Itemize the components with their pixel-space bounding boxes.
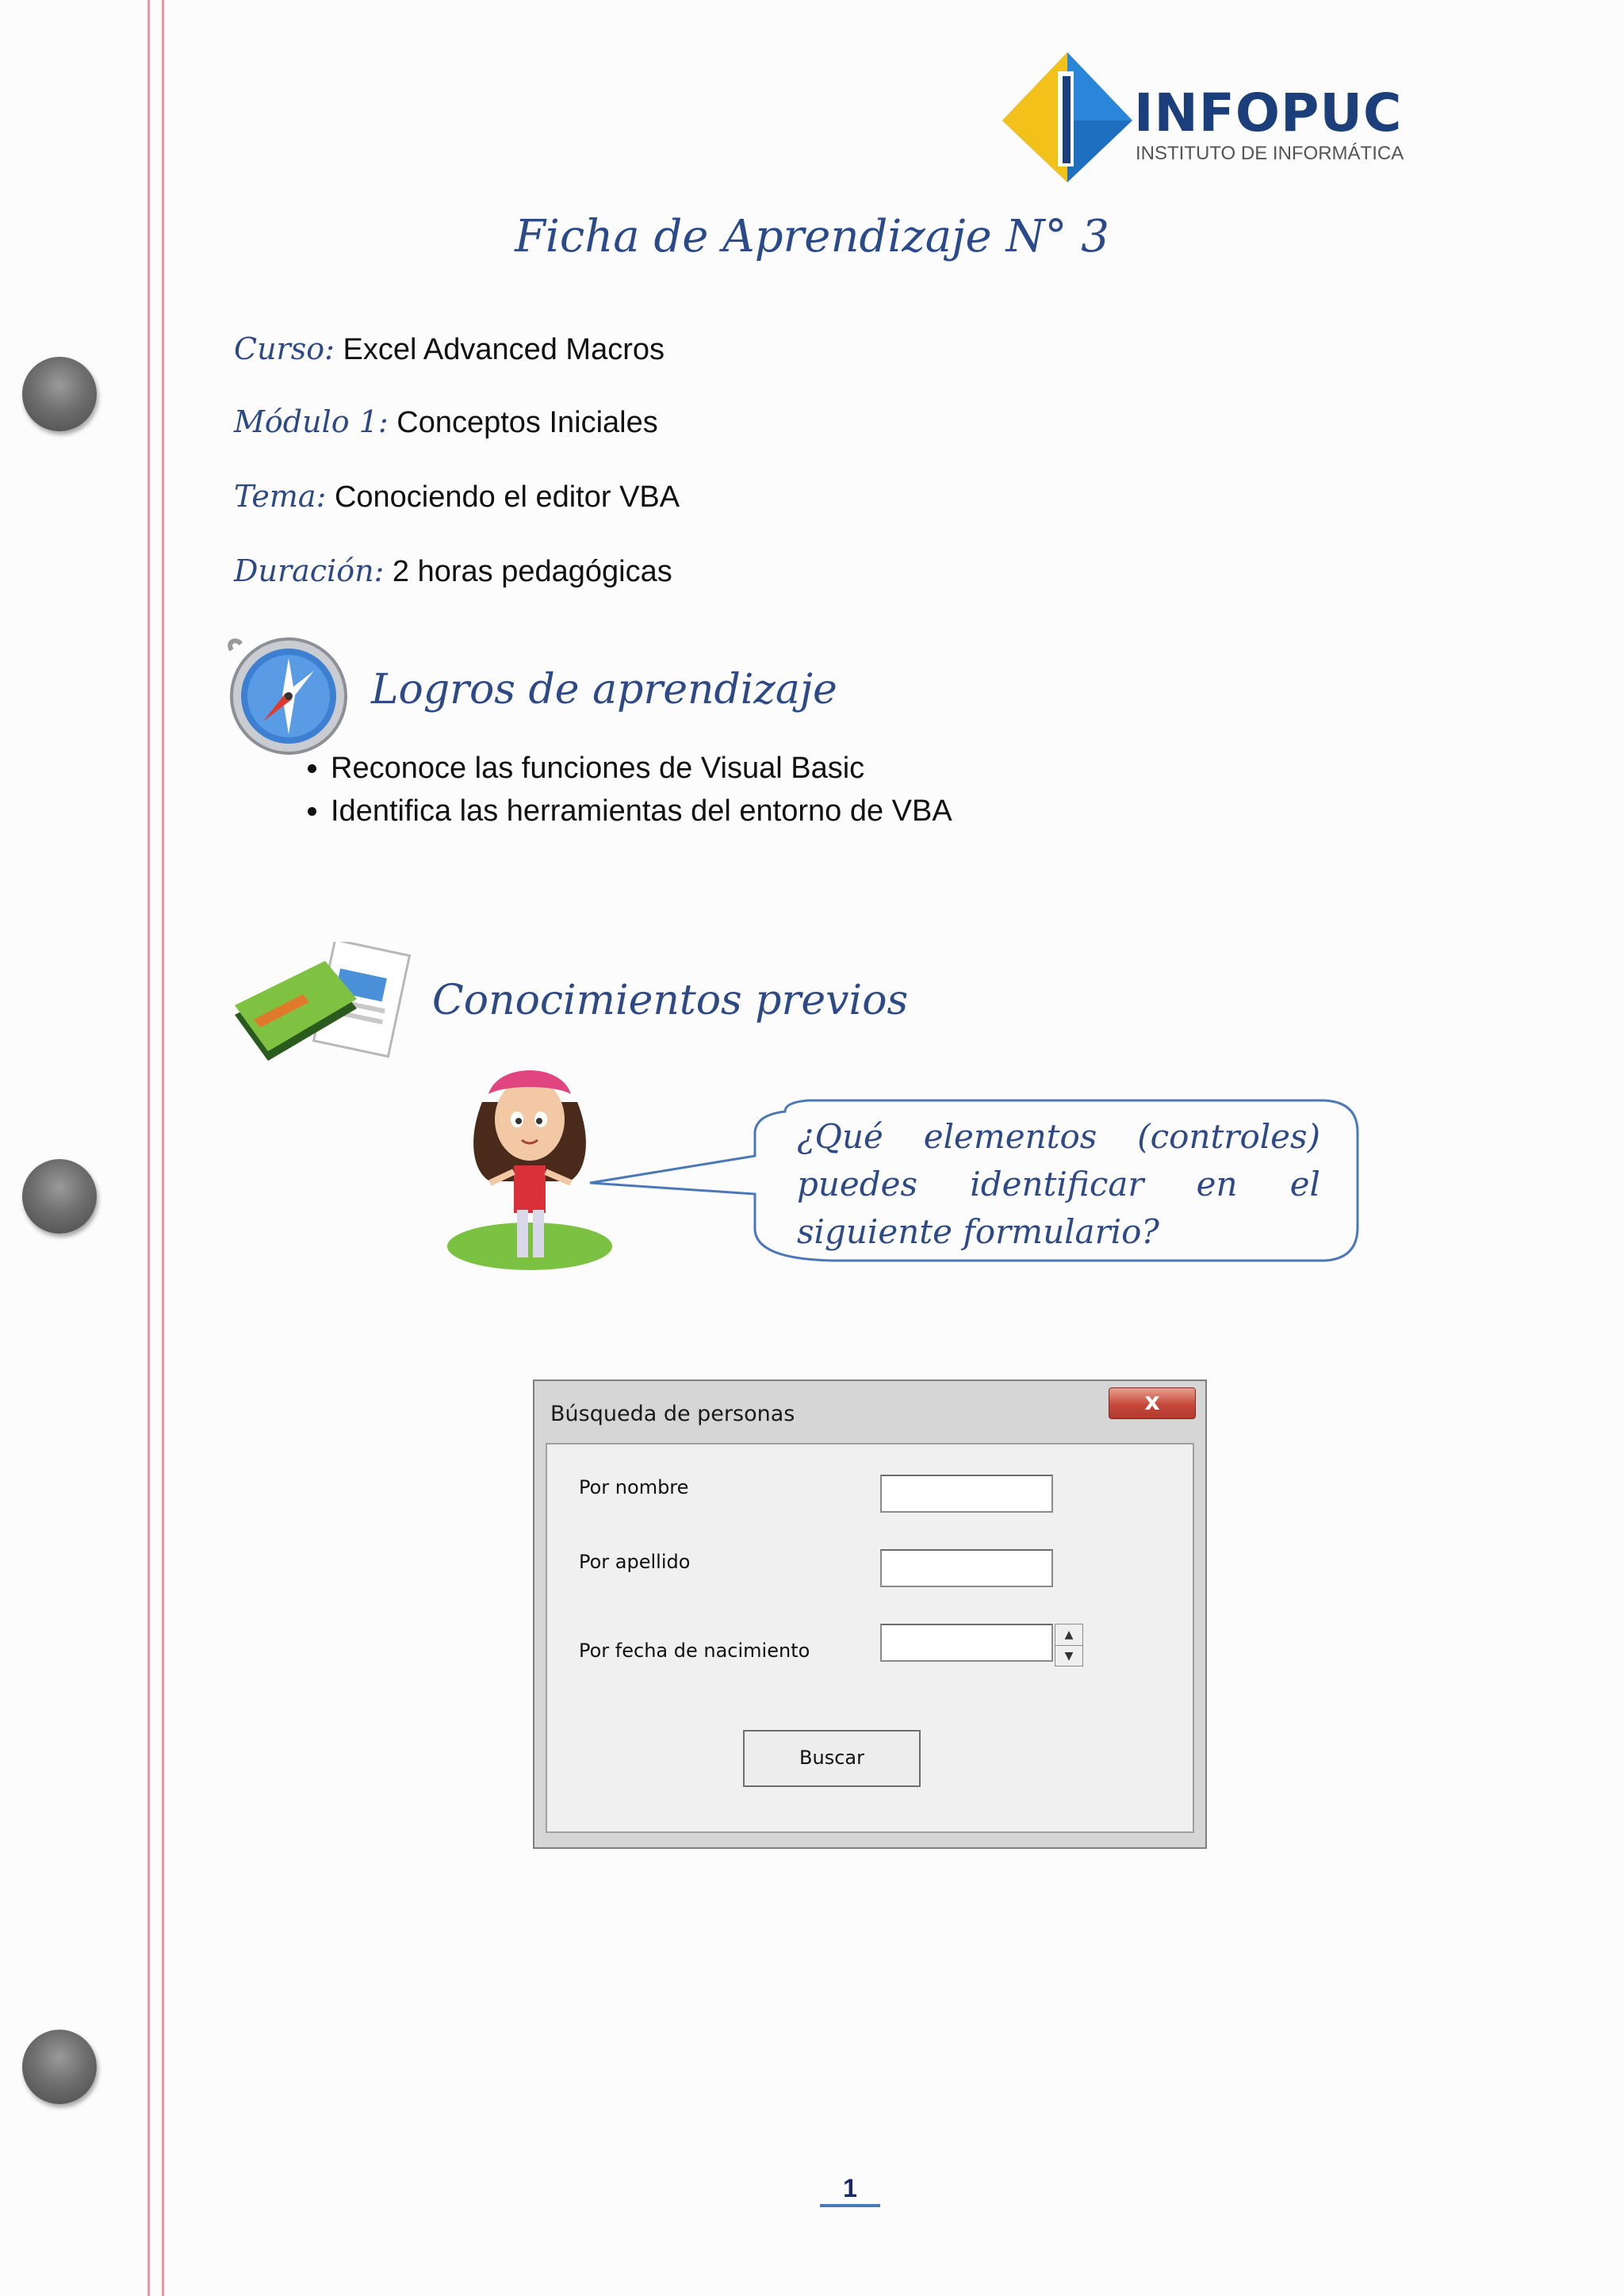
info-curso: [234, 331, 665, 367]
logros-item: • Identifica las herramientas del entorno de VBA: [331, 796, 952, 828]
busqueda-dialog: [533, 1380, 1207, 1849]
question-word: elementos: [923, 1117, 1097, 1156]
nombre-input[interactable]: [880, 1475, 1053, 1513]
fecha-spinner[interactable]: [1055, 1624, 1083, 1667]
question-word: en: [1196, 1165, 1238, 1203]
fecha-input[interactable]: [880, 1624, 1053, 1662]
apellido-input[interactable]: [880, 1549, 1053, 1587]
buscar-button[interactable]: Buscar: [743, 1730, 921, 1787]
logo-name: INFOPUC: [1134, 82, 1403, 144]
duracion-value: 2 horas pedagógicas: [392, 555, 672, 588]
page-number: 1: [843, 2174, 857, 2202]
question-line: [797, 1113, 1320, 1161]
question-word: el: [1289, 1165, 1320, 1203]
curso-value: Excel Advanced Macros: [343, 333, 665, 366]
question-word: (controles): [1137, 1117, 1320, 1156]
duracion-label: Duración:: [234, 553, 385, 588]
close-button[interactable]: x: [1109, 1387, 1196, 1419]
label-fecha: Por fecha de nacimiento: [579, 1640, 810, 1662]
question-word: puedes: [797, 1165, 918, 1203]
binder-hole: [22, 357, 97, 431]
curso-label: Curso:: [234, 331, 335, 366]
info-tema: [234, 479, 680, 515]
question-word: ¿Qué: [797, 1117, 883, 1156]
question-line: siguiente formulario?: [797, 1212, 1159, 1251]
logros-item: • Reconoce las funciones de Visual Basic: [331, 753, 952, 785]
conocimientos-title: Conocimientos previos: [432, 977, 909, 1024]
label-apellido: Por apellido: [579, 1551, 691, 1573]
logo-subtitle: INSTITUTO DE INFORMÁTICA: [1136, 143, 1404, 164]
page-title: Ficha de Aprendizaje N° 3: [515, 211, 1109, 262]
dialog-body: [546, 1443, 1194, 1833]
question-line: [797, 1161, 1320, 1208]
dialog-title: Búsqueda de personas: [550, 1402, 795, 1426]
margin-line: [147, 0, 150, 2296]
modulo-label: Módulo 1:: [234, 404, 389, 439]
books-icon: [230, 942, 412, 1077]
info-modulo: [234, 404, 658, 440]
binder-hole: [22, 1159, 97, 1234]
binder-hole: [22, 2030, 97, 2104]
question-word: identificar: [970, 1165, 1144, 1203]
modulo-value: Conceptos Iniciales: [396, 406, 658, 439]
compass-icon: [216, 634, 358, 761]
label-nombre: Por nombre: [579, 1476, 689, 1498]
spin-up-icon[interactable]: ▲: [1055, 1624, 1082, 1646]
logros-list: [266, 753, 952, 839]
tema-value: Conociendo el editor VBA: [334, 480, 680, 514]
logros-title: Logros de aprendizaje: [371, 666, 837, 714]
margin-line: [162, 0, 164, 2296]
logo-mark-icon: [996, 48, 1139, 190]
tema-label: Tema:: [234, 479, 327, 514]
spin-down-icon[interactable]: ▼: [1064, 1650, 1074, 1663]
speech-question: [797, 1113, 1320, 1256]
page-number-underline: [820, 2204, 880, 2207]
info-duracion: [234, 553, 672, 589]
infopuc-logo: [996, 48, 1424, 190]
